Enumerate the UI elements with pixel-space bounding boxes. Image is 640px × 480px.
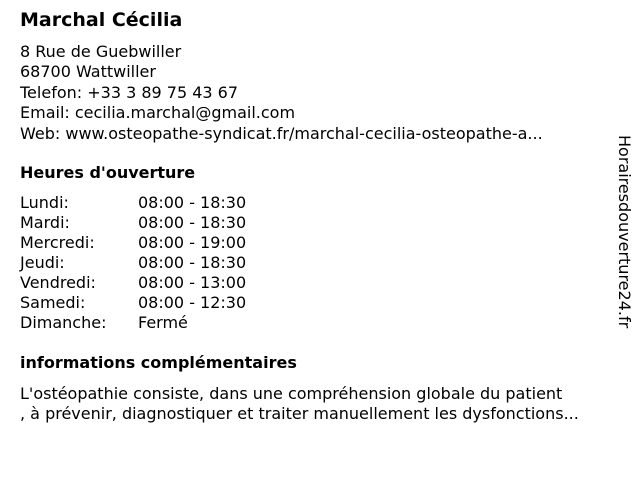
hours-row-wednesday (20, 233, 320, 253)
time-range: 08:00 - 18:30 (138, 193, 247, 212)
time-range: 08:00 - 19:00 (138, 233, 247, 252)
phone-line: Telefon: +33 3 89 75 43 67 (20, 82, 239, 102)
day-label: Samedi: (20, 293, 86, 312)
business-name: Marchal Cécilia (20, 9, 183, 31)
time-range: Fermé (138, 313, 188, 332)
day-label: Mercredi: (20, 233, 95, 252)
opening-hours-table (20, 193, 320, 333)
description-line: , à prévenir, diagnostiquer et traiter manuellement les dysfonctions... (20, 404, 579, 423)
opening-hours-title: Heures d'ouverture (20, 163, 196, 182)
hours-row-saturday (20, 293, 320, 313)
time-range: 08:00 - 13:00 (138, 273, 247, 292)
additional-info-title: informations complémentaires (20, 353, 297, 372)
time-range: 08:00 - 18:30 (138, 253, 247, 272)
description-line: L'ostéopathie consiste, dans une compréhension globale du patient (20, 384, 563, 403)
hours-row-tuesday (20, 213, 320, 233)
time-range: 08:00 - 12:30 (138, 293, 247, 312)
address-city: 68700 Wattwiller (20, 62, 156, 82)
day-label: Jeudi: (20, 253, 65, 272)
site-watermark: Horairesdouverture24.fr (615, 135, 634, 329)
day-label: Lundi: (20, 193, 69, 212)
hours-row-sunday (20, 313, 320, 333)
hours-row-monday (20, 193, 320, 213)
contact-details (20, 42, 543, 144)
web-line: Web: www.osteopathe-syndicat.fr/marchal-cecilia-osteopathe-a... (20, 123, 543, 143)
email-line: Email: cecilia.marchal@gmail.com (20, 103, 296, 123)
address-street: 8 Rue de Guebwiller (20, 42, 182, 61)
hours-row-thursday (20, 253, 320, 273)
additional-info-text (20, 384, 579, 424)
time-range: 08:00 - 18:30 (138, 213, 247, 232)
day-label: Mardi: (20, 213, 70, 232)
day-label: Vendredi: (20, 273, 96, 292)
hours-row-friday (20, 273, 320, 293)
day-label: Dimanche: (20, 313, 107, 332)
